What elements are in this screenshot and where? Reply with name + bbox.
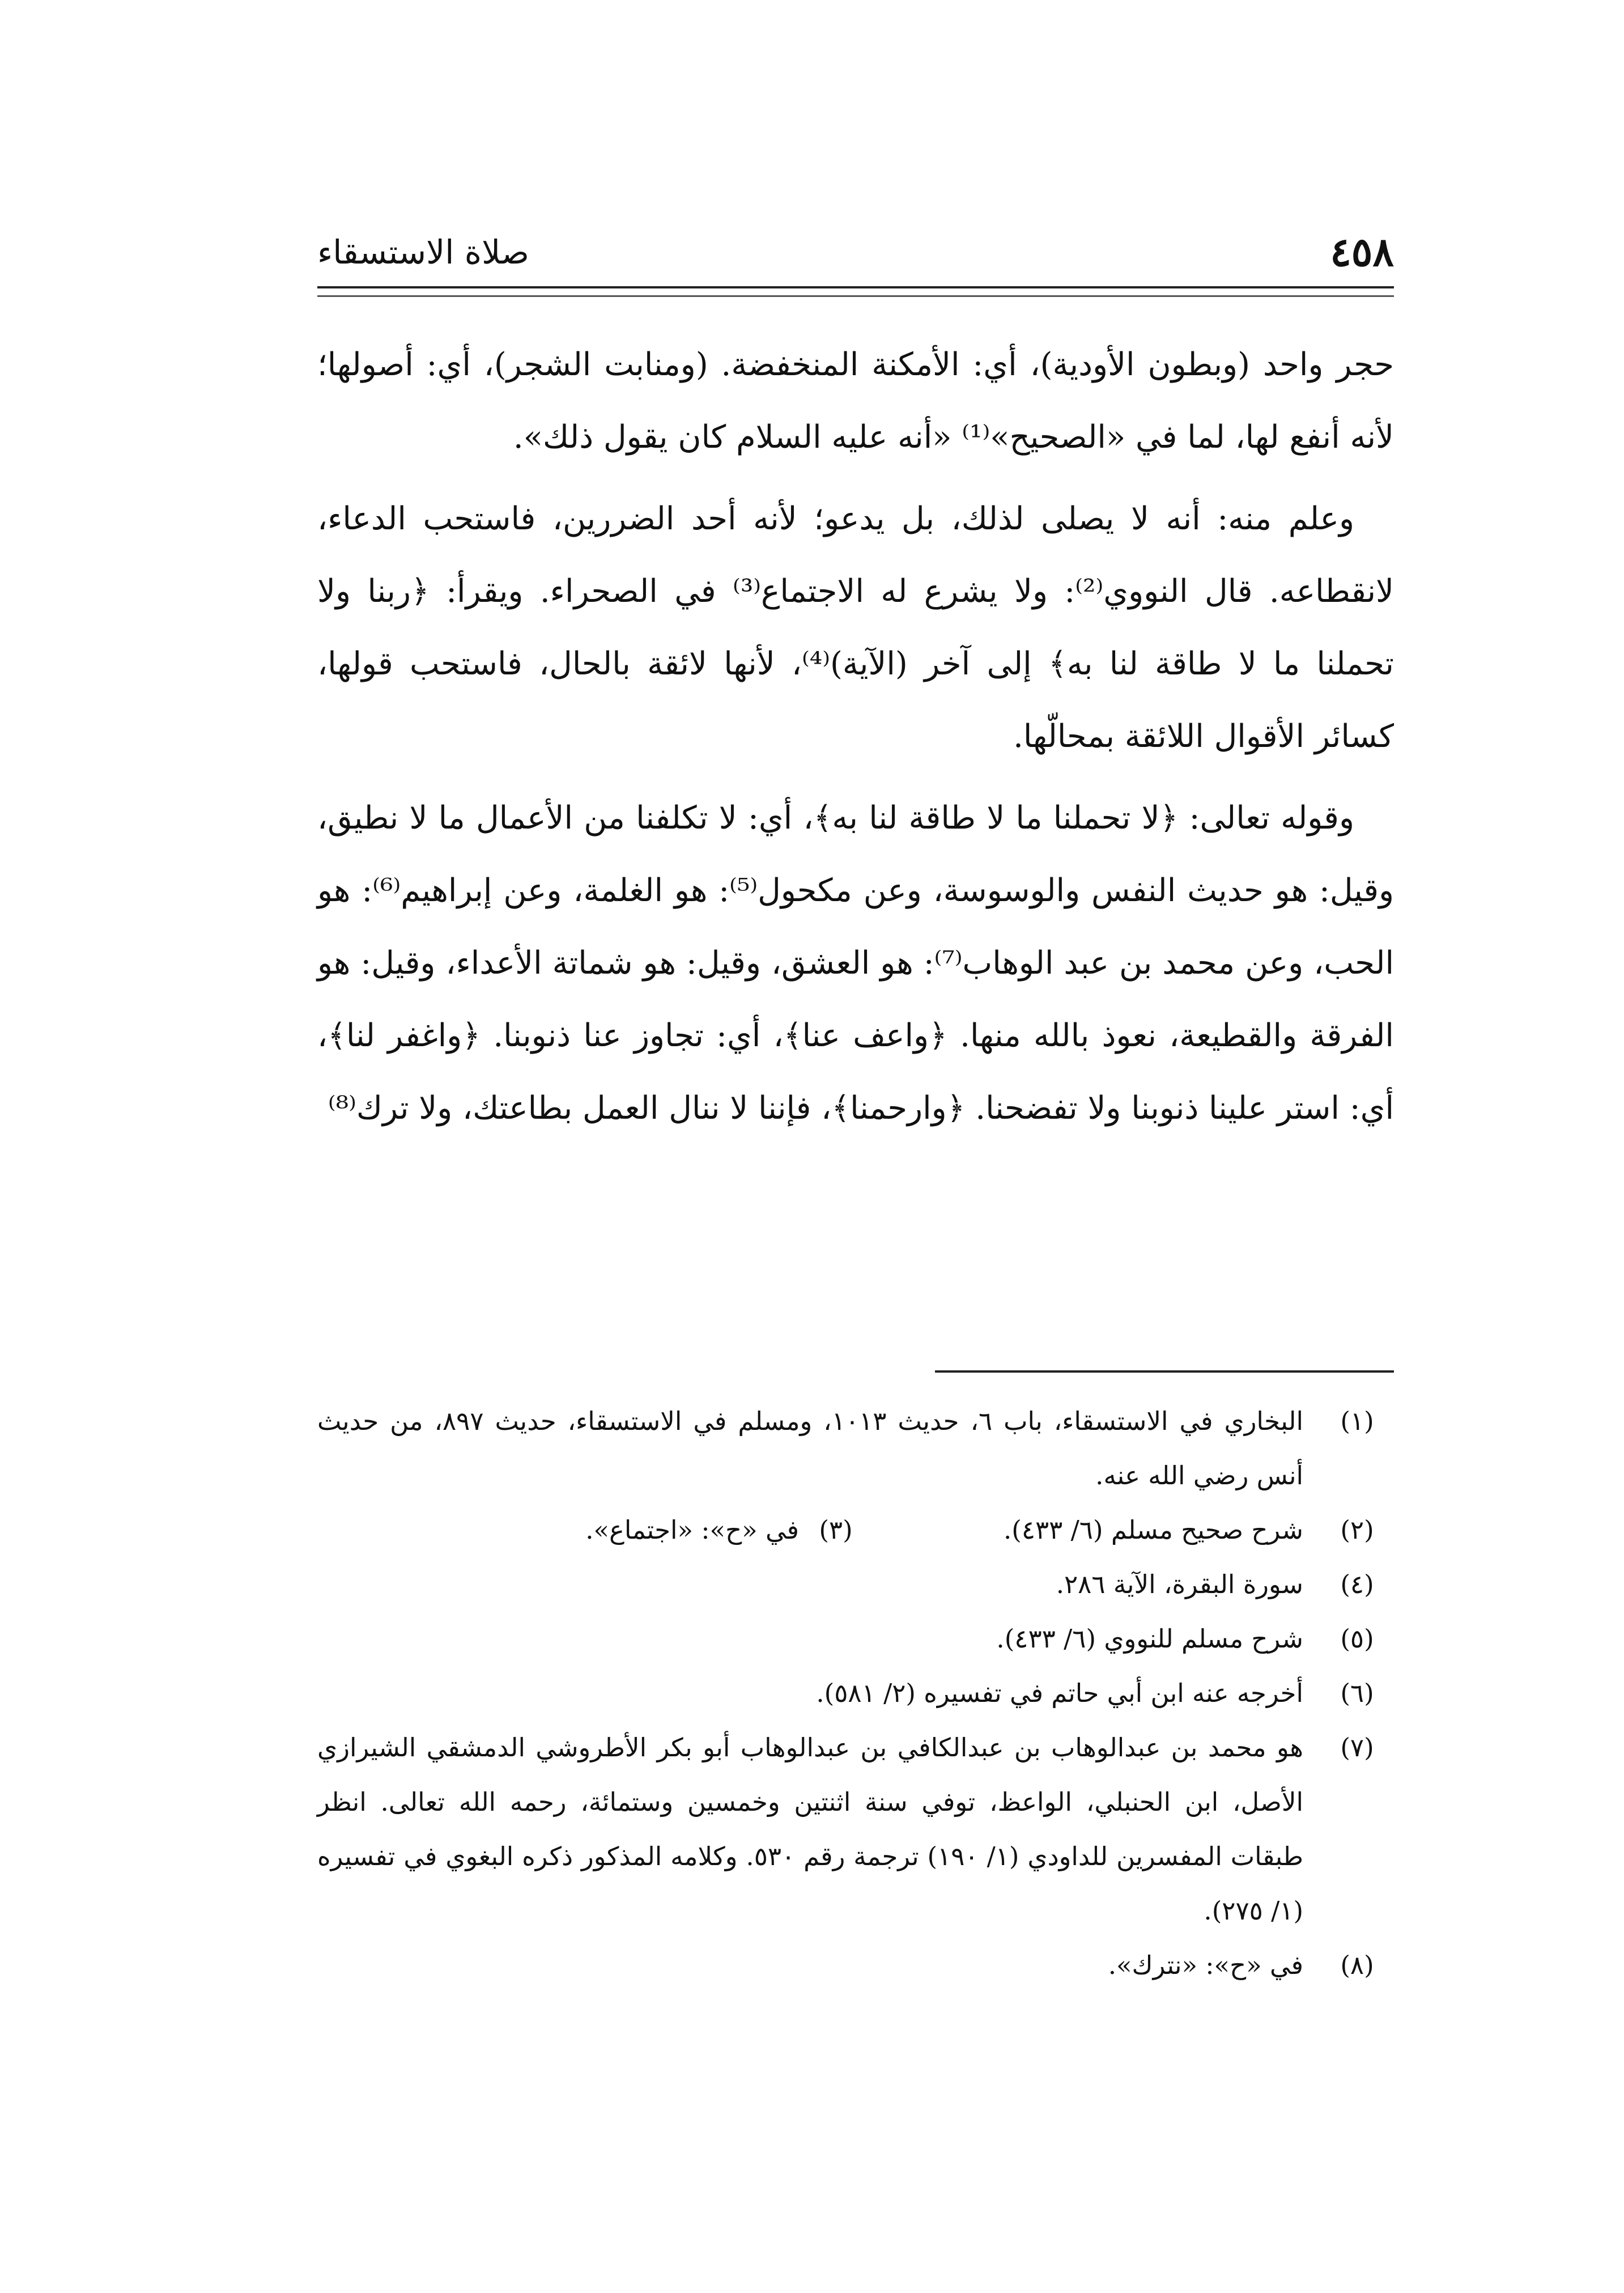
footnote-text: في «ح»: «اجتماع». [585,1515,799,1545]
footnote-3 [585,1503,873,1557]
footnote-1 [317,1394,1394,1503]
running-title: صلاة الاستسقاء [317,233,529,271]
footnote-number: (٢) [1340,1515,1374,1545]
page-number: ٤٥٨ [1330,228,1394,275]
page-header [317,227,1394,278]
footnote-text: شرح مسلم للنووي (٦/ ٤٣٣). [996,1624,1303,1654]
footnote-2 [873,1503,1394,1557]
header-rule [317,286,1394,297]
footnote-number: (٨) [1340,1950,1374,1980]
footnote-8 [317,1938,1394,1993]
footnote-number: (٣) [819,1515,853,1545]
footnote-number: (٥) [1340,1624,1374,1654]
footnote-number: (٧) [1340,1733,1374,1763]
footnote-text: في «ح»: «نترك». [1108,1950,1303,1980]
footnote-number: (٦) [1340,1678,1374,1708]
paragraph-2: وعلم منه: أنه لا يصلى لذلك، بل يدعو؛ لأنه أحد الضررين، فاستحب الدعاء، لانقطاعه. قال النووي⁽²⁾: ولا يشرع له الاجتماع⁽³⁾ في الصحراء. ويقرأ: ﴿ربنا ولا تحملنا ما لا طاقة لنا به﴾ إلى آخر (الآية)⁽⁴⁾، لأنها لائقة بالحال، فاستحب قولها، كسائر الأقوال اللائقة بمحالّها. [317,500,1394,755]
footnote-text: سورة البقرة، الآية ٢٨٦. [1056,1569,1303,1599]
footnote-row-2-3 [317,1503,1394,1557]
footnote-text: البخاري في الاستسقاء، باب ٦، حديث ١٠١٣، ومسلم في الاستسقاء، حديث ٨٩٧، من حديث أنس رضي الله عنه. [317,1406,1303,1491]
footnote-number: (٤) [1340,1569,1374,1599]
main-text [317,329,1394,1154]
paragraph-3: وقوله تعالى: ﴿لا تحملنا ما لا طاقة لنا به﴾، أي: لا تكلفنا من الأعمال ما لا نطيق، وقيل: هو حديث النفس والوسوسة، وعن مكحول⁽⁵⁾: هو الغلمة، وعن إبراهيم⁽⁶⁾: هو الحب، وعن محمد بن عبد الوهاب⁽⁷⁾: هو العشق، وقيل: هو شماتة الأعداء، وقيل: هو الفرقة والقطيعة، نعوذ بالله منها. ﴿واعف عنا﴾، أي: تجاوز عنا ذنوبنا. ﴿واغفر لنا﴾، أي: استر علينا ذنوبنا ولا تفضحنا. ﴿وارحمنا﴾، فإننا لا ننال العمل بطاعتك، ولا ترك⁽⁸⁾ [317,800,1395,1127]
footnote-7 [317,1721,1394,1938]
footnotes [317,1394,1394,1993]
footnote-number: (١) [1340,1406,1374,1436]
footnote-6 [317,1666,1394,1721]
footnote-separator [935,1370,1394,1373]
footnote-4 [317,1557,1394,1612]
footnote-5 [317,1612,1394,1666]
footnote-text: هو محمد بن عبدالوهاب بن عبدالكافي بن عبدالوهاب أبو بكر الأطروشي الدمشقي الشيرازي الأصل، ابن الحنبلي، الواعظ، توفي سنة اثنتين وخمسين وستمائة، رحمه الله تعالى. انظر طبقات المفسرين للداودي (١/ ١٩٠) ترجمة رقم ٥٣٠. وكلامه المذكور ذكره البغوي في تفسيره (١/ ٢٧٥). [317,1733,1304,1926]
paragraph-1: حجر واحد (وبطون الأودية)، أي: الأمكنة المنخفضة. (ومنابت الشجر)، أي: أصولها؛ لأنه أنفع لها، لما في «الصحيح»⁽¹⁾ «أنه عليه السلام كان يقول ذلك». [317,346,1394,456]
footnote-text: شرح صحيح مسلم (٦/ ٤٣٣). [1003,1515,1303,1545]
footnote-text: أخرجه عنه ابن أبي حاتم في تفسيره (٢/ ٥٨١). [816,1678,1303,1708]
